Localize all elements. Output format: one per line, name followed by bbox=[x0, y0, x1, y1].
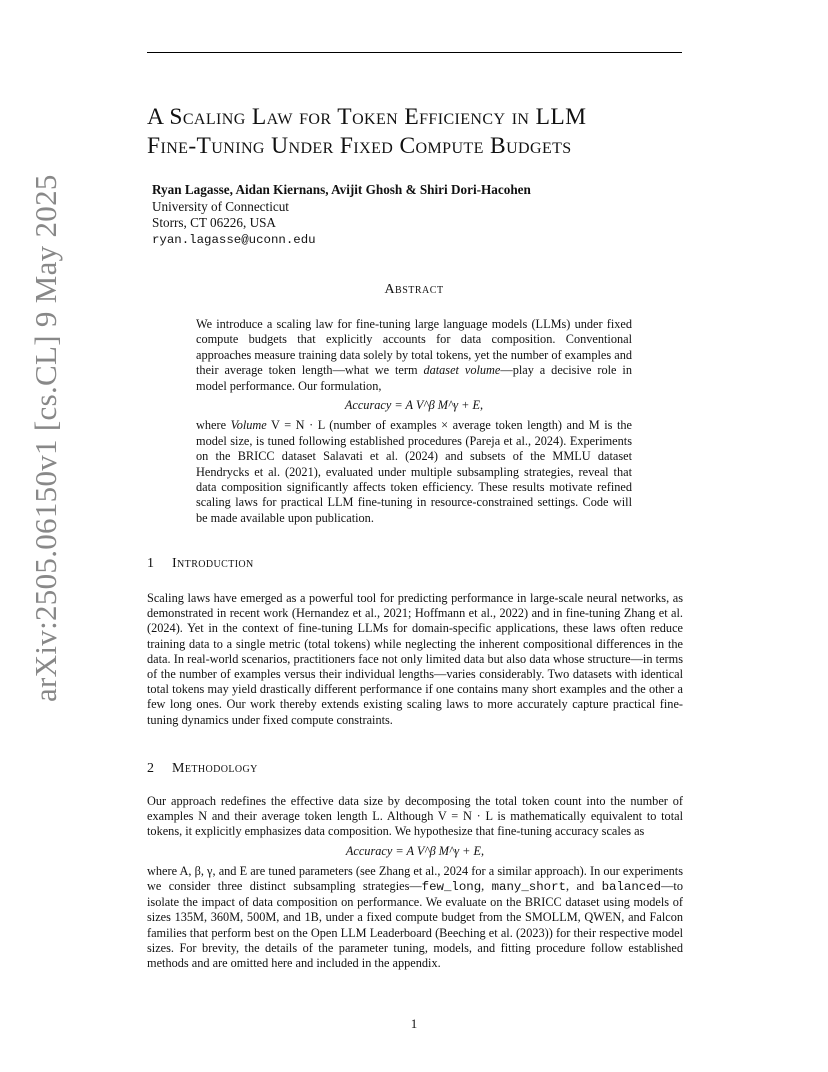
email: ryan.lagasse@uconn.edu bbox=[152, 232, 316, 247]
section-heading-introduction bbox=[147, 556, 254, 572]
abstract-text: where bbox=[196, 418, 231, 433]
code-balanced: balanced bbox=[601, 880, 662, 895]
abstract-paragraph-1 bbox=[196, 317, 632, 394]
page-number: 1 bbox=[410, 1016, 418, 1031]
abstract-text: V = N · L (number of examples × average token length) and M is the model size, is tuned following established procedures (Pareja et al., 2024). Experiments on the BRICC dataset Salavati et al. (2024) and subsets of the MMLU dataset Hendrycks et al. (2021), evaluated under multiple subsampling strategies, reveal that data composition significantly affects token efficiency. These results motivate refined scaling laws for practical LLM fine-tuning in resource-constrained settings. Code will be made available upon publication. bbox=[196, 418, 632, 525]
affiliation: University of Connecticut bbox=[152, 198, 289, 214]
abstract-emphasis: dataset volume bbox=[423, 363, 501, 378]
code-many-short: many_short bbox=[491, 880, 566, 895]
arxiv-side-label: arXiv:2505.06150v1 [cs.CL] 9 May 2025 bbox=[28, 174, 63, 702]
separator: , and bbox=[565, 879, 602, 894]
section-number: 1 bbox=[147, 556, 155, 571]
methodology-text: —to isolate the impact of data composition on performance. We evaluate on the BRICC dataset using models of sizes 135M, 360M, 500M, and 1B, under a fixed compute budget from the SMOLLM, QWEN, and Falcon families that perform best on the Open LLM Leaderboard (Beeching et al. (2023)) for their respective model sizes. For brevity, the details of the parameter tuning, models, and fitting procedure follow established methods and are omitted here and included in the appendix. bbox=[147, 879, 683, 971]
methodology-equation: Accuracy = A V^β M^γ + E, bbox=[345, 843, 485, 858]
methodology-paragraph-2 bbox=[147, 864, 683, 971]
abstract-body bbox=[196, 317, 632, 526]
methodology-text: where A, β, γ, and E are tuned parameters (see Zhang et al., 2024 for a similar approach). In our experiments we consider three distinct subsampling strategies— bbox=[147, 863, 683, 894]
methodology-body bbox=[147, 794, 683, 971]
abstract-heading: Abstract bbox=[384, 282, 444, 297]
section-title: Introduction bbox=[172, 556, 254, 571]
section-number: 2 bbox=[147, 761, 155, 776]
introduction-paragraph: Scaling laws have emerged as a powerful tool for predicting performance in large-scale neural networks, as demonstrated in recent work (Hernandez et al., 2021; Hoffmann et al., 2022) and in fine-tuning Zhang et al. (2024). Yet in the context of fine-tuning LLMs for domain-specific applications, these laws often reduce training data to a single metric (total tokens) while neglecting the inherent compositional differences in the data. In real-world scenarios, practitioners face not only limited data but also data whose structure—in terms of the number of examples versus their individual lengths—varies considerably. Two datasets with identical total tokens may yield drastically different performance if one contains many short examples and the other a few long ones. Our work thereby extends existing scaling laws to more accurately capture practical fine-tuning dynamics under fixed compute constraints. bbox=[147, 591, 683, 727]
introduction-body bbox=[147, 591, 683, 728]
paper-title bbox=[147, 103, 747, 161]
author-names: Ryan Lagasse, Aidan Kiernans, Avijit Ghosh & Shiri Dori-Hacohen bbox=[152, 182, 531, 197]
location: Storrs, CT 06226, USA bbox=[152, 215, 276, 230]
top-rule bbox=[147, 52, 682, 53]
section-title: Methodology bbox=[172, 761, 258, 776]
title-line-2: Fine-Tuning Under Fixed Compute Budgets bbox=[147, 133, 572, 159]
abstract-paragraph-2 bbox=[196, 418, 632, 526]
code-few-long: few_long bbox=[421, 880, 482, 895]
methodology-paragraph-1: Our approach redefines the effective data size by decomposing the total token count into the number of examples N and their average token length L. Although V = N · L is mathematically equivalent to total tokens, it explicitly emphasizes data composition. We hypothesize that fine-tuning accuracy scales as bbox=[147, 794, 683, 839]
abstract-text: —play a decisive role in model performance. Our formulation, bbox=[196, 363, 632, 393]
abstract-equation: Accuracy = A V^β M^γ + E, bbox=[344, 398, 484, 413]
abstract-text: We introduce a scaling law for fine-tuning large language models (LLMs) under fixed compute budgets that explicitly accounts for data composition. Conventional approaches measure training data solely by total tokens, yet the number of examples and their average token length—what we term bbox=[196, 317, 632, 378]
author-block bbox=[152, 182, 531, 248]
separator: , bbox=[481, 879, 492, 894]
title-line-1: A Scaling Law for Token Efficiency in LLM bbox=[147, 104, 587, 130]
section-heading-methodology bbox=[147, 761, 258, 777]
abstract-emphasis: Volume bbox=[230, 418, 267, 433]
